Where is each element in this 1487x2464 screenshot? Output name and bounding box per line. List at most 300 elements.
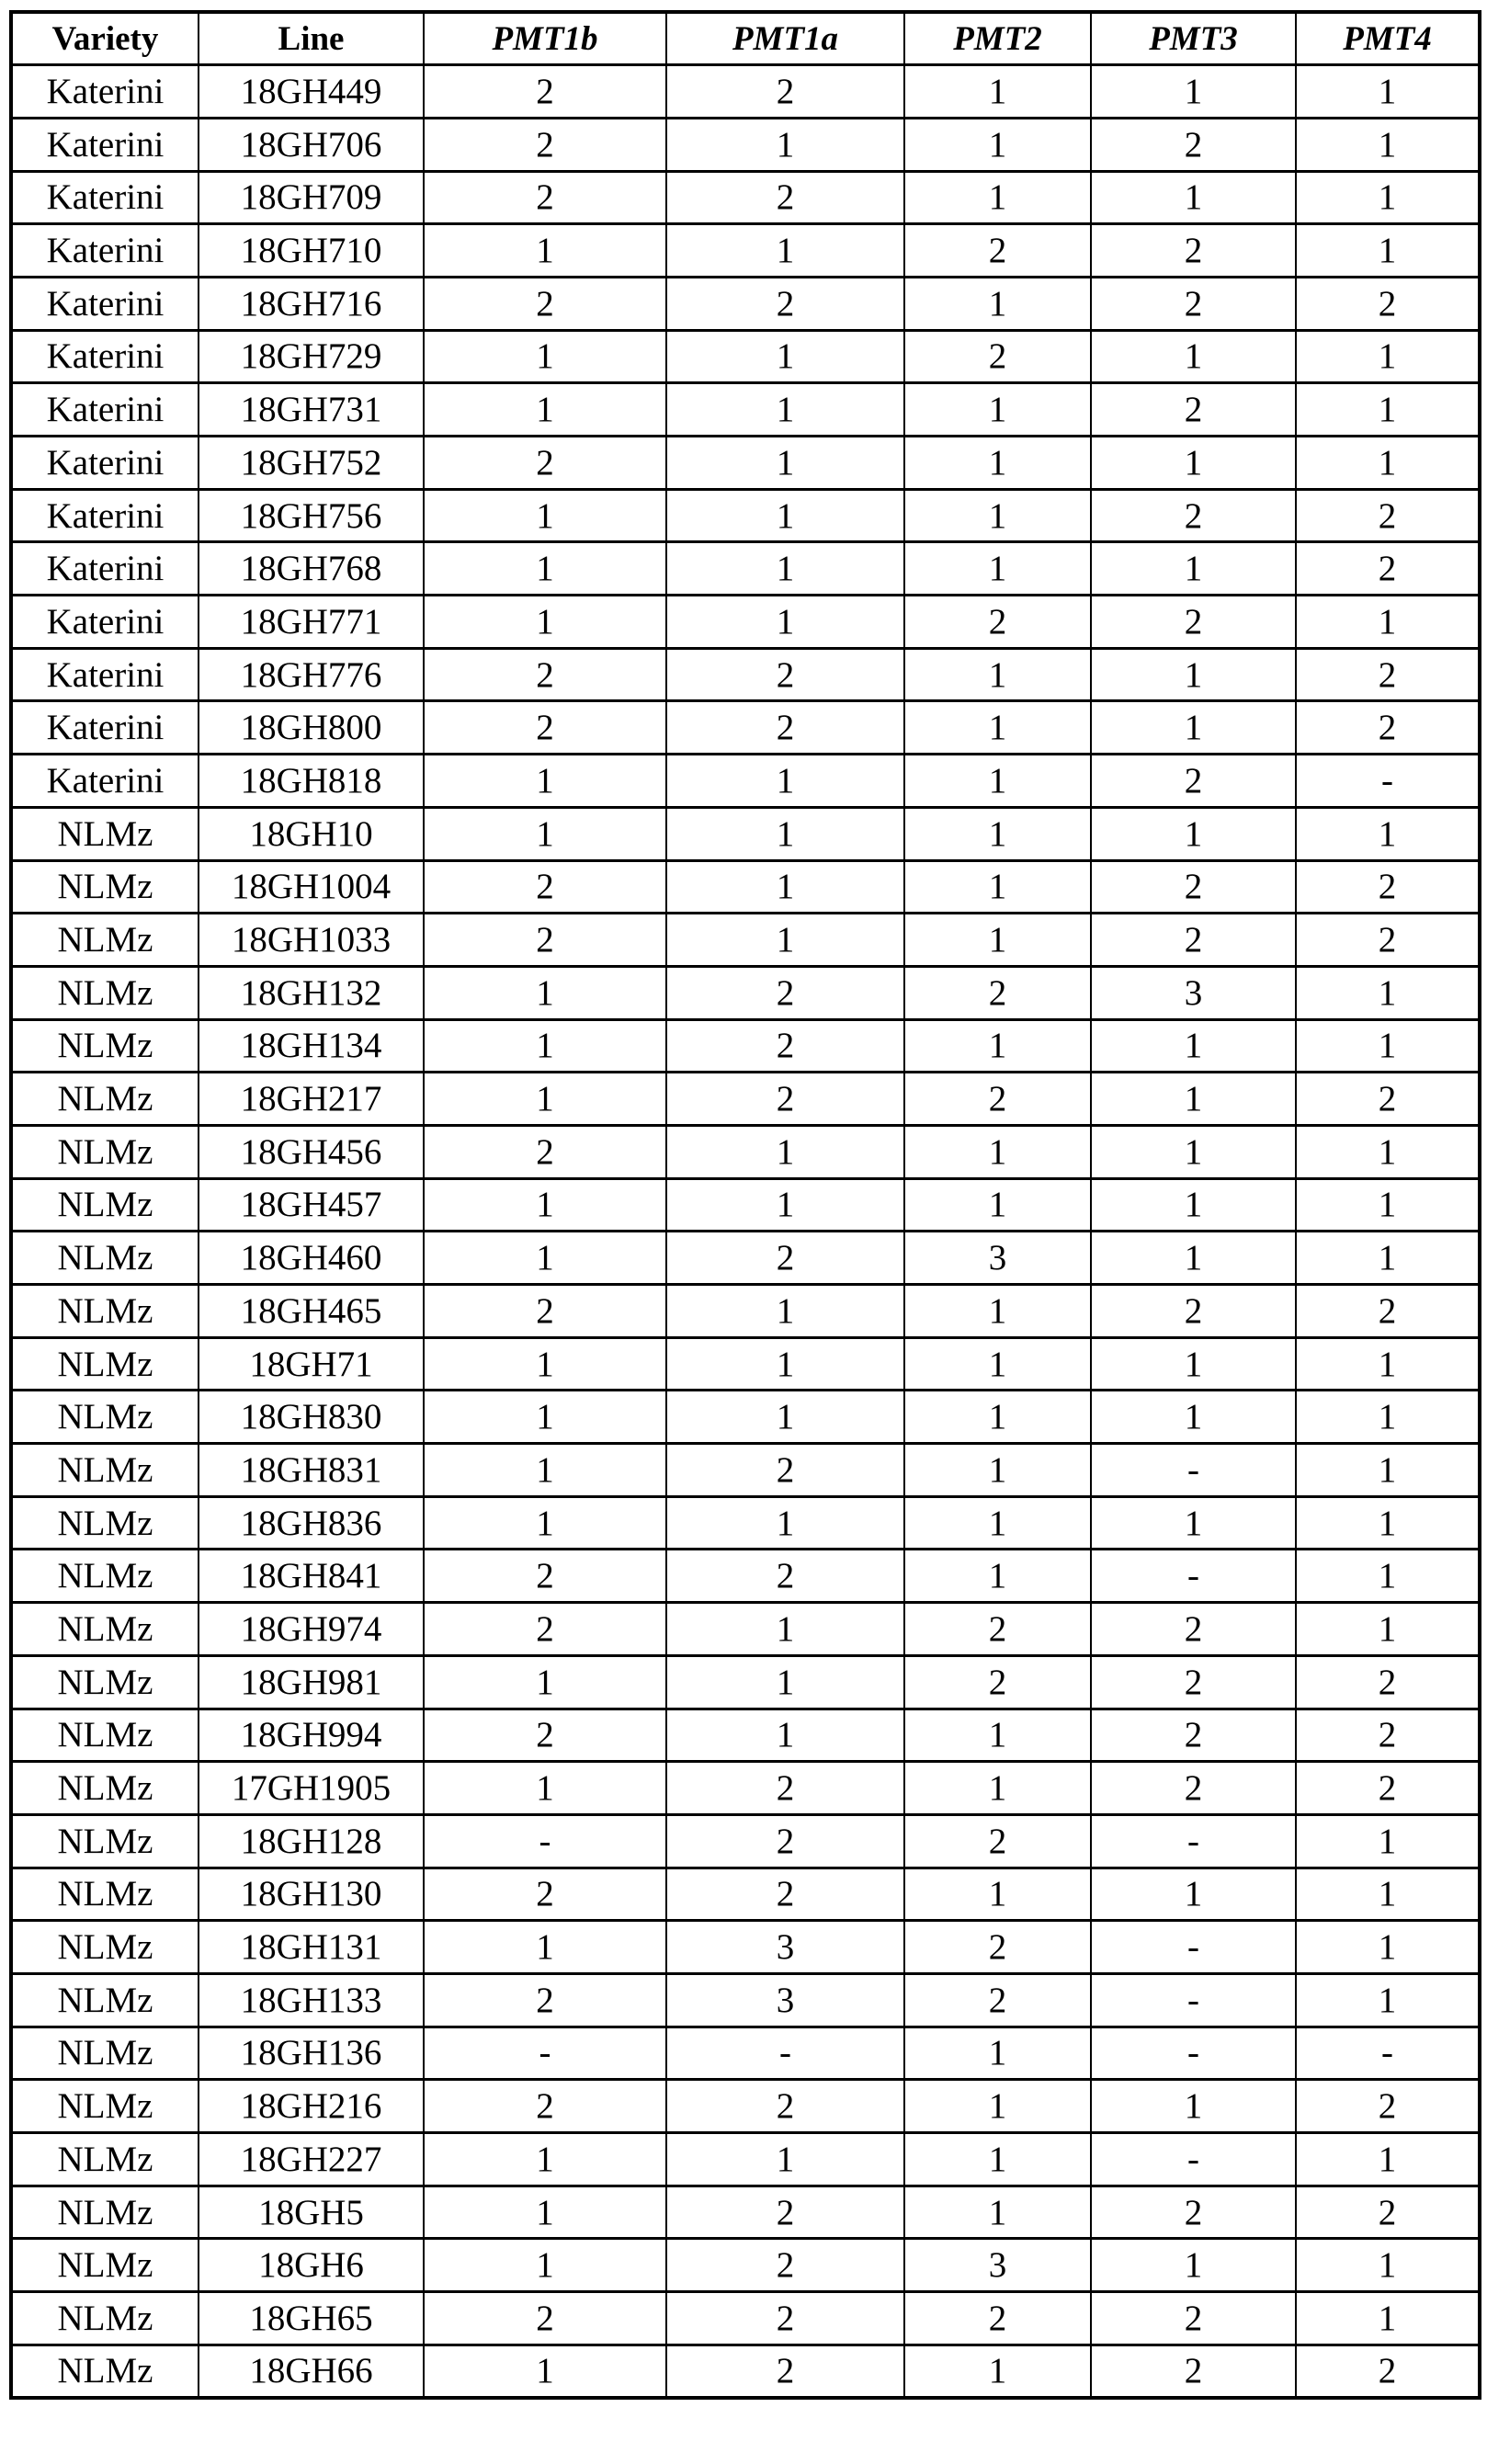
cell-line: 18GH731 bbox=[199, 383, 424, 437]
cell-pmt1a: 2 bbox=[666, 966, 904, 1019]
cell-pmt4: 2 bbox=[1296, 1709, 1480, 1762]
cell-pmt3: 2 bbox=[1091, 2186, 1296, 2239]
cell-pmt1b: - bbox=[424, 1814, 666, 1868]
cell-pmt4: 1 bbox=[1296, 2239, 1480, 2292]
cell-pmt1b: 1 bbox=[424, 1178, 666, 1232]
cell-pmt1a: 2 bbox=[666, 1550, 904, 1603]
cell-pmt4: 2 bbox=[1296, 277, 1480, 330]
cell-pmt1a: 2 bbox=[666, 1814, 904, 1868]
table-row bbox=[11, 1178, 1480, 1232]
cell-pmt1b: - bbox=[424, 2027, 666, 2080]
cell-pmt4: 1 bbox=[1296, 224, 1480, 278]
cell-variety: NLMz bbox=[11, 1550, 199, 1603]
cell-pmt1b: 1 bbox=[424, 1496, 666, 1550]
cell-pmt2: 1 bbox=[904, 1709, 1091, 1762]
cell-pmt2: 1 bbox=[904, 2080, 1091, 2133]
cell-line: 18GH1033 bbox=[199, 914, 424, 967]
cell-variety: NLMz bbox=[11, 1973, 199, 2027]
cell-pmt3: - bbox=[1091, 1921, 1296, 1974]
cell-line: 18GH776 bbox=[199, 648, 424, 701]
cell-pmt1a: 2 bbox=[666, 171, 904, 224]
cell-line: 18GH65 bbox=[199, 2292, 424, 2345]
cell-pmt3: 1 bbox=[1091, 1073, 1296, 1126]
cell-pmt1b: 1 bbox=[424, 807, 666, 860]
cell-pmt4: - bbox=[1296, 2027, 1480, 2080]
cell-pmt3: 2 bbox=[1091, 277, 1296, 330]
cell-pmt2: 1 bbox=[904, 1337, 1091, 1391]
cell-pmt2: 1 bbox=[904, 118, 1091, 171]
cell-pmt2: 2 bbox=[904, 596, 1091, 649]
cell-pmt1b: 2 bbox=[424, 1285, 666, 1338]
cell-pmt1a: 2 bbox=[666, 1868, 904, 1921]
table-row bbox=[11, 2080, 1480, 2133]
cell-variety: NLMz bbox=[11, 1868, 199, 1921]
cell-pmt3: 1 bbox=[1091, 1019, 1296, 1073]
cell-variety: Katerini bbox=[11, 596, 199, 649]
cell-pmt1a: 1 bbox=[666, 437, 904, 490]
cell-pmt1b: 1 bbox=[424, 1337, 666, 1391]
table-row bbox=[11, 489, 1480, 542]
cell-pmt2: 1 bbox=[904, 1019, 1091, 1073]
cell-pmt3: 1 bbox=[1091, 648, 1296, 701]
cell-pmt1b: 1 bbox=[424, 383, 666, 437]
cell-pmt4: 2 bbox=[1296, 489, 1480, 542]
cell-pmt2: 2 bbox=[904, 2292, 1091, 2345]
cell-pmt1b: 2 bbox=[424, 1868, 666, 1921]
cell-pmt2: 2 bbox=[904, 330, 1091, 383]
cell-pmt2: 1 bbox=[904, 755, 1091, 808]
cell-pmt2: 2 bbox=[904, 1603, 1091, 1656]
cell-pmt4: 2 bbox=[1296, 542, 1480, 596]
cell-pmt2: 1 bbox=[904, 648, 1091, 701]
cell-pmt1b: 1 bbox=[424, 1073, 666, 1126]
cell-line: 18GH132 bbox=[199, 966, 424, 1019]
cell-pmt1a: 3 bbox=[666, 1921, 904, 1974]
table-row bbox=[11, 1655, 1480, 1709]
cell-variety: NLMz bbox=[11, 1655, 199, 1709]
table-row bbox=[11, 118, 1480, 171]
table-row bbox=[11, 648, 1480, 701]
table-row bbox=[11, 1337, 1480, 1391]
cell-pmt1b: 2 bbox=[424, 701, 666, 755]
cell-pmt3: 1 bbox=[1091, 701, 1296, 755]
header-pmt3: PMT3 bbox=[1091, 12, 1296, 65]
cell-line: 18GH131 bbox=[199, 1921, 424, 1974]
data-table bbox=[9, 10, 1481, 2400]
cell-pmt3: - bbox=[1091, 1444, 1296, 1497]
cell-pmt1a: 2 bbox=[666, 1444, 904, 1497]
cell-pmt1a: 1 bbox=[666, 807, 904, 860]
cell-pmt4: 2 bbox=[1296, 701, 1480, 755]
cell-pmt2: 2 bbox=[904, 1921, 1091, 1974]
table-row bbox=[11, 1285, 1480, 1338]
cell-variety: Katerini bbox=[11, 224, 199, 278]
cell-line: 18GH831 bbox=[199, 1444, 424, 1497]
cell-pmt2: 1 bbox=[904, 542, 1091, 596]
table-row bbox=[11, 65, 1480, 119]
cell-pmt4: 1 bbox=[1296, 1496, 1480, 1550]
table-row bbox=[11, 2292, 1480, 2345]
cell-pmt4: 2 bbox=[1296, 1655, 1480, 1709]
cell-pmt4: 1 bbox=[1296, 1868, 1480, 1921]
cell-pmt2: 1 bbox=[904, 1496, 1091, 1550]
table-row bbox=[11, 860, 1480, 914]
cell-pmt2: 1 bbox=[904, 1762, 1091, 1815]
cell-pmt3: 1 bbox=[1091, 1391, 1296, 1444]
cell-pmt4: 1 bbox=[1296, 2292, 1480, 2345]
table-row bbox=[11, 1868, 1480, 1921]
cell-variety: NLMz bbox=[11, 1603, 199, 1656]
cell-pmt1a: 2 bbox=[666, 1019, 904, 1073]
cell-pmt3: 2 bbox=[1091, 1762, 1296, 1815]
cell-variety: NLMz bbox=[11, 1285, 199, 1338]
cell-pmt4: 1 bbox=[1296, 1019, 1480, 1073]
cell-line: 18GH136 bbox=[199, 2027, 424, 2080]
cell-line: 17GH1905 bbox=[199, 1762, 424, 1815]
cell-pmt1b: 2 bbox=[424, 437, 666, 490]
cell-pmt1b: 2 bbox=[424, 1973, 666, 2027]
cell-pmt1a: 2 bbox=[666, 2345, 904, 2398]
cell-pmt4: 2 bbox=[1296, 1285, 1480, 1338]
cell-pmt2: 1 bbox=[904, 807, 1091, 860]
table-row bbox=[11, 224, 1480, 278]
cell-pmt1b: 1 bbox=[424, 1232, 666, 1285]
cell-pmt2: 1 bbox=[904, 277, 1091, 330]
table-row bbox=[11, 2186, 1480, 2239]
cell-line: 18GH841 bbox=[199, 1550, 424, 1603]
cell-pmt4: 1 bbox=[1296, 65, 1480, 119]
cell-line: 18GH130 bbox=[199, 1868, 424, 1921]
table-row bbox=[11, 1921, 1480, 1974]
cell-pmt1a: 1 bbox=[666, 489, 904, 542]
table-row bbox=[11, 330, 1480, 383]
cell-pmt2: 1 bbox=[904, 2345, 1091, 2398]
cell-pmt1a: 1 bbox=[666, 224, 904, 278]
cell-pmt4: 1 bbox=[1296, 1444, 1480, 1497]
cell-pmt1a: 2 bbox=[666, 1762, 904, 1815]
cell-variety: Katerini bbox=[11, 542, 199, 596]
cell-variety: Katerini bbox=[11, 648, 199, 701]
cell-pmt1b: 2 bbox=[424, 914, 666, 967]
cell-pmt1a: 1 bbox=[666, 1391, 904, 1444]
cell-pmt1a: 1 bbox=[666, 860, 904, 914]
cell-pmt2: 1 bbox=[904, 1550, 1091, 1603]
cell-pmt3: 1 bbox=[1091, 1232, 1296, 1285]
cell-variety: NLMz bbox=[11, 914, 199, 967]
cell-pmt3: - bbox=[1091, 2027, 1296, 2080]
cell-pmt2: 3 bbox=[904, 2239, 1091, 2292]
cell-variety: NLMz bbox=[11, 1444, 199, 1497]
table-row bbox=[11, 171, 1480, 224]
cell-line: 18GH1004 bbox=[199, 860, 424, 914]
cell-line: 18GH974 bbox=[199, 1603, 424, 1656]
cell-pmt1b: 1 bbox=[424, 2186, 666, 2239]
cell-pmt1b: 2 bbox=[424, 171, 666, 224]
cell-pmt3: - bbox=[1091, 2133, 1296, 2186]
cell-pmt1b: 1 bbox=[424, 1444, 666, 1497]
cell-pmt1b: 2 bbox=[424, 860, 666, 914]
cell-pmt1a: 1 bbox=[666, 596, 904, 649]
cell-pmt1a: 1 bbox=[666, 118, 904, 171]
cell-pmt1b: 1 bbox=[424, 596, 666, 649]
cell-pmt3: 2 bbox=[1091, 596, 1296, 649]
cell-pmt4: 1 bbox=[1296, 1603, 1480, 1656]
cell-variety: Katerini bbox=[11, 383, 199, 437]
table-row bbox=[11, 2027, 1480, 2080]
cell-pmt1b: 1 bbox=[424, 1019, 666, 1073]
cell-pmt1b: 2 bbox=[424, 1550, 666, 1603]
cell-pmt3: 1 bbox=[1091, 171, 1296, 224]
cell-pmt2: 2 bbox=[904, 1073, 1091, 1126]
cell-variety: NLMz bbox=[11, 2080, 199, 2133]
cell-pmt3: - bbox=[1091, 1550, 1296, 1603]
cell-pmt4: 2 bbox=[1296, 2345, 1480, 2398]
table-row bbox=[11, 701, 1480, 755]
cell-line: 18GH66 bbox=[199, 2345, 424, 2398]
table-row bbox=[11, 542, 1480, 596]
cell-line: 18GH756 bbox=[199, 489, 424, 542]
cell-pmt4: 1 bbox=[1296, 383, 1480, 437]
cell-variety: NLMz bbox=[11, 1178, 199, 1232]
cell-pmt3: 2 bbox=[1091, 1709, 1296, 1762]
cell-pmt4: 1 bbox=[1296, 1337, 1480, 1391]
table-row bbox=[11, 914, 1480, 967]
cell-line: 18GH227 bbox=[199, 2133, 424, 2186]
cell-pmt4: 2 bbox=[1296, 860, 1480, 914]
cell-pmt3: - bbox=[1091, 1973, 1296, 2027]
cell-pmt4: 2 bbox=[1296, 914, 1480, 967]
cell-pmt1a: 1 bbox=[666, 1709, 904, 1762]
table-row bbox=[11, 1603, 1480, 1656]
cell-pmt2: 1 bbox=[904, 2186, 1091, 2239]
cell-pmt1a: - bbox=[666, 2027, 904, 2080]
cell-pmt2: 2 bbox=[904, 224, 1091, 278]
cell-line: 18GH830 bbox=[199, 1391, 424, 1444]
table-row bbox=[11, 1232, 1480, 1285]
cell-pmt3: 2 bbox=[1091, 914, 1296, 967]
cell-pmt1a: 1 bbox=[666, 542, 904, 596]
cell-pmt1a: 1 bbox=[666, 330, 904, 383]
cell-pmt3: 1 bbox=[1091, 2239, 1296, 2292]
table-row bbox=[11, 2133, 1480, 2186]
cell-pmt3: 2 bbox=[1091, 489, 1296, 542]
header-pmt1a: PMT1a bbox=[666, 12, 904, 65]
cell-pmt2: 2 bbox=[904, 1814, 1091, 1868]
cell-variety: NLMz bbox=[11, 2345, 199, 2398]
cell-pmt1a: 2 bbox=[666, 1232, 904, 1285]
cell-pmt1b: 1 bbox=[424, 966, 666, 1019]
cell-pmt1b: 1 bbox=[424, 1921, 666, 1974]
cell-pmt1a: 1 bbox=[666, 914, 904, 967]
cell-pmt2: 1 bbox=[904, 2027, 1091, 2080]
cell-variety: NLMz bbox=[11, 1762, 199, 1815]
cell-variety: NLMz bbox=[11, 1496, 199, 1550]
cell-pmt2: 2 bbox=[904, 1655, 1091, 1709]
cell-pmt1b: 1 bbox=[424, 1655, 666, 1709]
cell-line: 18GH768 bbox=[199, 542, 424, 596]
cell-pmt3: 1 bbox=[1091, 1496, 1296, 1550]
cell-pmt1b: 2 bbox=[424, 65, 666, 119]
cell-pmt3: 2 bbox=[1091, 118, 1296, 171]
cell-pmt1a: 1 bbox=[666, 1496, 904, 1550]
cell-pmt3: 1 bbox=[1091, 330, 1296, 383]
cell-pmt3: 2 bbox=[1091, 2292, 1296, 2345]
cell-pmt3: 3 bbox=[1091, 966, 1296, 1019]
cell-line: 18GH457 bbox=[199, 1178, 424, 1232]
cell-pmt1a: 1 bbox=[666, 1337, 904, 1391]
cell-line: 18GH716 bbox=[199, 277, 424, 330]
cell-pmt4: 2 bbox=[1296, 2080, 1480, 2133]
cell-pmt3: 1 bbox=[1091, 542, 1296, 596]
table-row bbox=[11, 277, 1480, 330]
cell-variety: NLMz bbox=[11, 1232, 199, 1285]
header-pmt1b: PMT1b bbox=[424, 12, 666, 65]
cell-variety: NLMz bbox=[11, 1709, 199, 1762]
cell-pmt3: 1 bbox=[1091, 65, 1296, 119]
cell-pmt1a: 1 bbox=[666, 1125, 904, 1178]
cell-line: 18GH752 bbox=[199, 437, 424, 490]
cell-pmt1b: 1 bbox=[424, 755, 666, 808]
cell-line: 18GH216 bbox=[199, 2080, 424, 2133]
cell-line: 18GH981 bbox=[199, 1655, 424, 1709]
cell-variety: NLMz bbox=[11, 2186, 199, 2239]
cell-pmt1b: 1 bbox=[424, 542, 666, 596]
cell-pmt2: 1 bbox=[904, 860, 1091, 914]
table-body bbox=[11, 65, 1480, 2398]
table-row bbox=[11, 2345, 1480, 2398]
cell-pmt4: 1 bbox=[1296, 1125, 1480, 1178]
cell-pmt3: 2 bbox=[1091, 755, 1296, 808]
cell-pmt1a: 2 bbox=[666, 2186, 904, 2239]
cell-variety: NLMz bbox=[11, 1019, 199, 1073]
header-line: Line bbox=[199, 12, 424, 65]
cell-pmt2: 1 bbox=[904, 65, 1091, 119]
cell-line: 18GH6 bbox=[199, 2239, 424, 2292]
cell-pmt2: 1 bbox=[904, 1868, 1091, 1921]
cell-line: 18GH134 bbox=[199, 1019, 424, 1073]
cell-pmt3: 1 bbox=[1091, 1337, 1296, 1391]
cell-pmt1a: 2 bbox=[666, 648, 904, 701]
cell-pmt1a: 2 bbox=[666, 2292, 904, 2345]
table-row bbox=[11, 2239, 1480, 2292]
cell-pmt1b: 2 bbox=[424, 1603, 666, 1656]
cell-pmt3: 2 bbox=[1091, 2345, 1296, 2398]
table-row bbox=[11, 1762, 1480, 1815]
cell-line: 18GH994 bbox=[199, 1709, 424, 1762]
cell-pmt3: 1 bbox=[1091, 437, 1296, 490]
cell-variety: NLMz bbox=[11, 1337, 199, 1391]
cell-line: 18GH465 bbox=[199, 1285, 424, 1338]
cell-variety: Katerini bbox=[11, 171, 199, 224]
table-row bbox=[11, 1019, 1480, 1073]
cell-pmt2: 1 bbox=[904, 701, 1091, 755]
cell-pmt4: 1 bbox=[1296, 1178, 1480, 1232]
cell-pmt1b: 1 bbox=[424, 2239, 666, 2292]
table-row bbox=[11, 437, 1480, 490]
cell-pmt1a: 3 bbox=[666, 1973, 904, 2027]
cell-line: 18GH710 bbox=[199, 224, 424, 278]
table-row bbox=[11, 1073, 1480, 1126]
cell-pmt3: 2 bbox=[1091, 224, 1296, 278]
cell-line: 18GH128 bbox=[199, 1814, 424, 1868]
cell-pmt4: 1 bbox=[1296, 966, 1480, 1019]
cell-variety: NLMz bbox=[11, 860, 199, 914]
cell-pmt1b: 2 bbox=[424, 277, 666, 330]
table-row bbox=[11, 1125, 1480, 1178]
cell-pmt1a: 1 bbox=[666, 1178, 904, 1232]
cell-pmt1b: 2 bbox=[424, 648, 666, 701]
cell-pmt1a: 2 bbox=[666, 65, 904, 119]
cell-pmt4: 1 bbox=[1296, 118, 1480, 171]
header-pmt4: PMT4 bbox=[1296, 12, 1480, 65]
cell-pmt1a: 2 bbox=[666, 2080, 904, 2133]
cell-pmt1b: 1 bbox=[424, 330, 666, 383]
cell-pmt4: 1 bbox=[1296, 1921, 1480, 1974]
cell-pmt4: 1 bbox=[1296, 171, 1480, 224]
cell-pmt4: 1 bbox=[1296, 2133, 1480, 2186]
cell-variety: NLMz bbox=[11, 2239, 199, 2292]
cell-pmt2: 1 bbox=[904, 1285, 1091, 1338]
cell-pmt2: 1 bbox=[904, 171, 1091, 224]
cell-variety: NLMz bbox=[11, 2027, 199, 2080]
cell-line: 18GH10 bbox=[199, 807, 424, 860]
table-row bbox=[11, 1814, 1480, 1868]
cell-pmt3: 2 bbox=[1091, 860, 1296, 914]
cell-pmt1b: 1 bbox=[424, 1762, 666, 1815]
cell-pmt1a: 2 bbox=[666, 2239, 904, 2292]
cell-pmt2: 1 bbox=[904, 383, 1091, 437]
table-row bbox=[11, 1391, 1480, 1444]
cell-variety: Katerini bbox=[11, 277, 199, 330]
cell-pmt3: 2 bbox=[1091, 383, 1296, 437]
cell-line: 18GH836 bbox=[199, 1496, 424, 1550]
header-row bbox=[11, 12, 1480, 65]
table-row bbox=[11, 755, 1480, 808]
cell-pmt4: 1 bbox=[1296, 1973, 1480, 2027]
cell-pmt3: 1 bbox=[1091, 807, 1296, 860]
cell-line: 18GH771 bbox=[199, 596, 424, 649]
cell-line: 18GH133 bbox=[199, 1973, 424, 2027]
cell-pmt3: - bbox=[1091, 1814, 1296, 1868]
cell-pmt3: 2 bbox=[1091, 1655, 1296, 1709]
cell-pmt2: 1 bbox=[904, 1125, 1091, 1178]
cell-pmt2: 3 bbox=[904, 1232, 1091, 1285]
cell-pmt1a: 2 bbox=[666, 277, 904, 330]
cell-pmt4: 1 bbox=[1296, 1232, 1480, 1285]
cell-pmt2: 1 bbox=[904, 489, 1091, 542]
cell-pmt1b: 2 bbox=[424, 1709, 666, 1762]
cell-variety: Katerini bbox=[11, 330, 199, 383]
cell-pmt2: 2 bbox=[904, 966, 1091, 1019]
table-row bbox=[11, 383, 1480, 437]
cell-pmt1b: 2 bbox=[424, 118, 666, 171]
header-variety: Variety bbox=[11, 12, 199, 65]
cell-pmt2: 1 bbox=[904, 1444, 1091, 1497]
cell-pmt1b: 2 bbox=[424, 1125, 666, 1178]
cell-variety: NLMz bbox=[11, 1814, 199, 1868]
cell-line: 18GH818 bbox=[199, 755, 424, 808]
cell-pmt1b: 1 bbox=[424, 224, 666, 278]
cell-pmt2: 1 bbox=[904, 2133, 1091, 2186]
cell-pmt1a: 1 bbox=[666, 1655, 904, 1709]
cell-variety: NLMz bbox=[11, 2292, 199, 2345]
cell-pmt1a: 1 bbox=[666, 2133, 904, 2186]
cell-pmt4: 1 bbox=[1296, 807, 1480, 860]
table-row bbox=[11, 1709, 1480, 1762]
table-row bbox=[11, 1496, 1480, 1550]
cell-pmt4: 2 bbox=[1296, 1073, 1480, 1126]
cell-pmt2: 1 bbox=[904, 1391, 1091, 1444]
